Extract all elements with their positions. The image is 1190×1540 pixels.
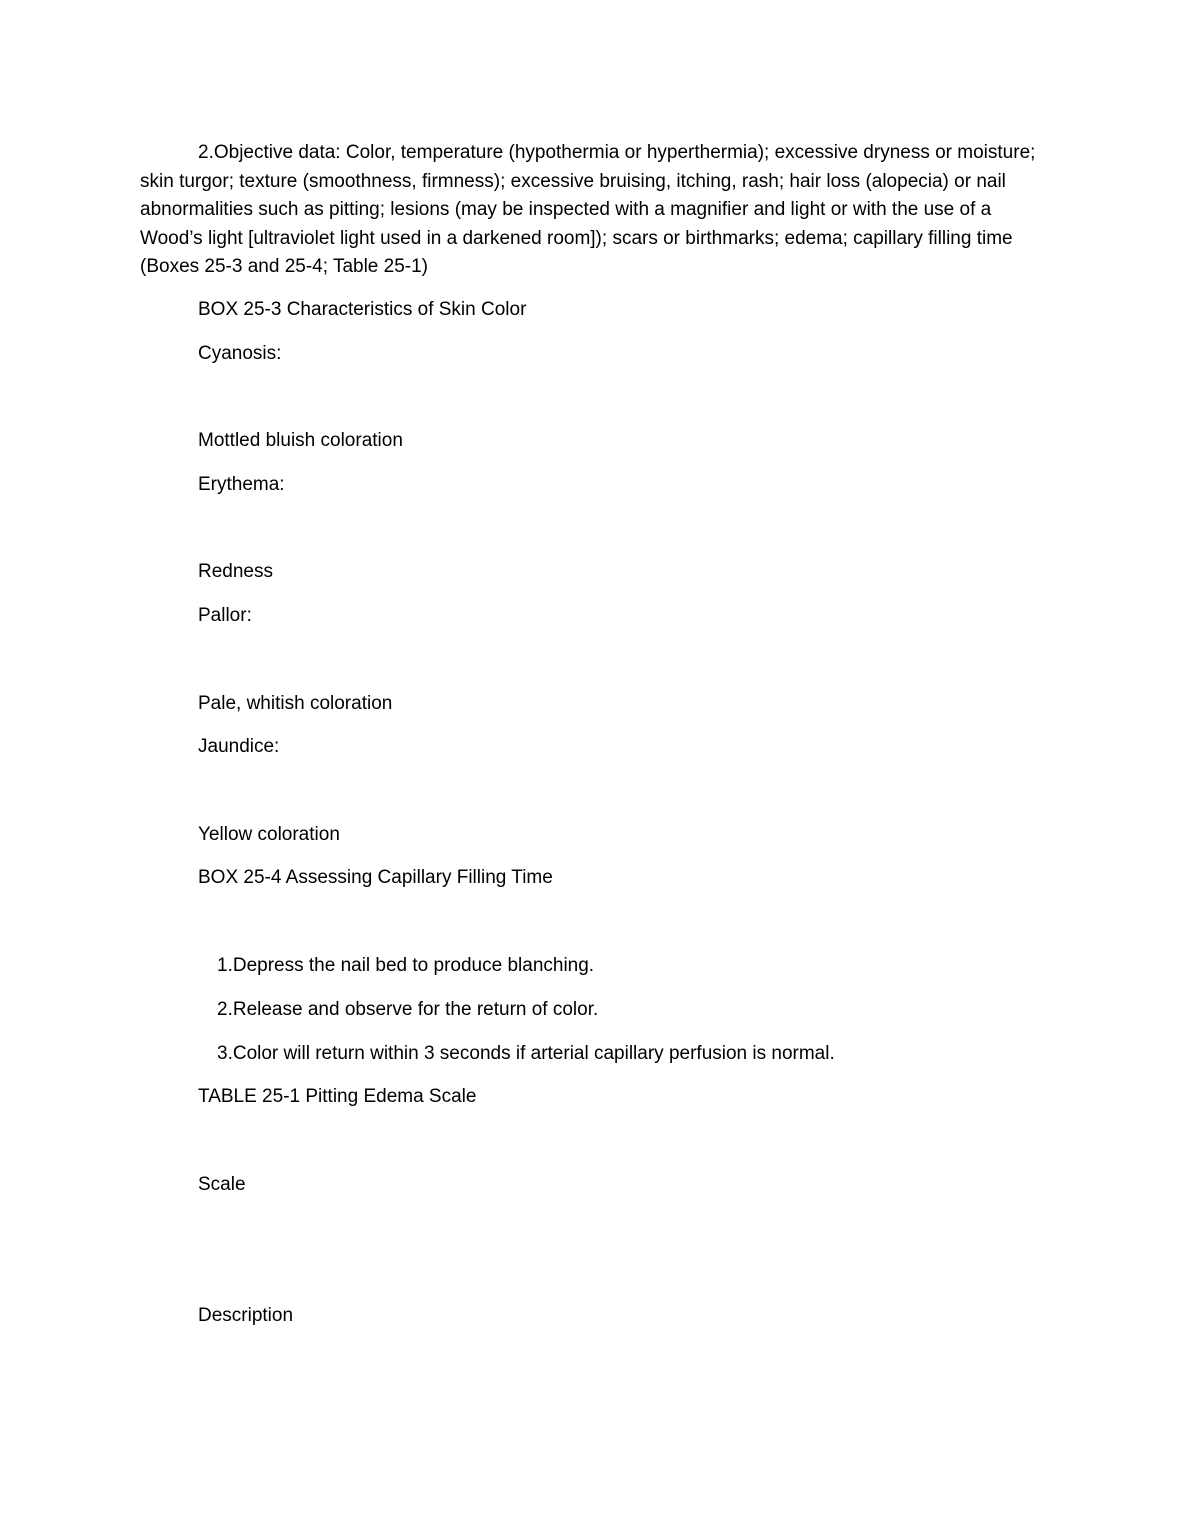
capillary-step: 2.Release and observe for the return of color. xyxy=(217,999,599,1020)
capillary-step: 1.Depress the nail bed to produce blanching. xyxy=(217,955,595,976)
skin-color-description: Redness xyxy=(198,561,273,582)
box-25-4-title: BOX 25-4 Assessing Capillary Filling Time xyxy=(198,867,553,888)
skin-color-term: Cyanosis: xyxy=(198,343,282,364)
table-header-description: Description xyxy=(198,1305,294,1326)
objective-data-paragraph: 2.Objective data: Color, temperature (hypothermia or hyperthermia); excessive dryness or moisture; skin turgor; texture (smoothness, firmness); excessive bruising, itching, rash; hair loss (alopecia) or nail abnormalities such as pitting; lesions (may be inspected with a magnifier and light or with the use of a Wood’s light [ultraviolet light used in a darkened room]); scars or birthmarks; edema; capillary filling time (Boxes 25-3 and 25-4; Table 25-1) xyxy=(140,142,1036,277)
table-header-scale: Scale xyxy=(198,1174,246,1195)
skin-color-term: Pallor: xyxy=(198,605,252,626)
box-25-3-title: BOX 25-3 Characteristics of Skin Color xyxy=(198,299,527,320)
skin-color-description: Yellow coloration xyxy=(198,824,340,845)
capillary-step: 3.Color will return within 3 seconds if arterial capillary perfusion is normal. xyxy=(217,1043,835,1064)
skin-color-description: Mottled bluish coloration xyxy=(198,430,403,451)
skin-color-description: Pale, whitish coloration xyxy=(198,693,393,714)
table-25-1-title: TABLE 25-1 Pitting Edema Scale xyxy=(198,1086,477,1107)
skin-color-term: Jaundice: xyxy=(198,736,280,757)
skin-color-term: Erythema: xyxy=(198,474,285,495)
